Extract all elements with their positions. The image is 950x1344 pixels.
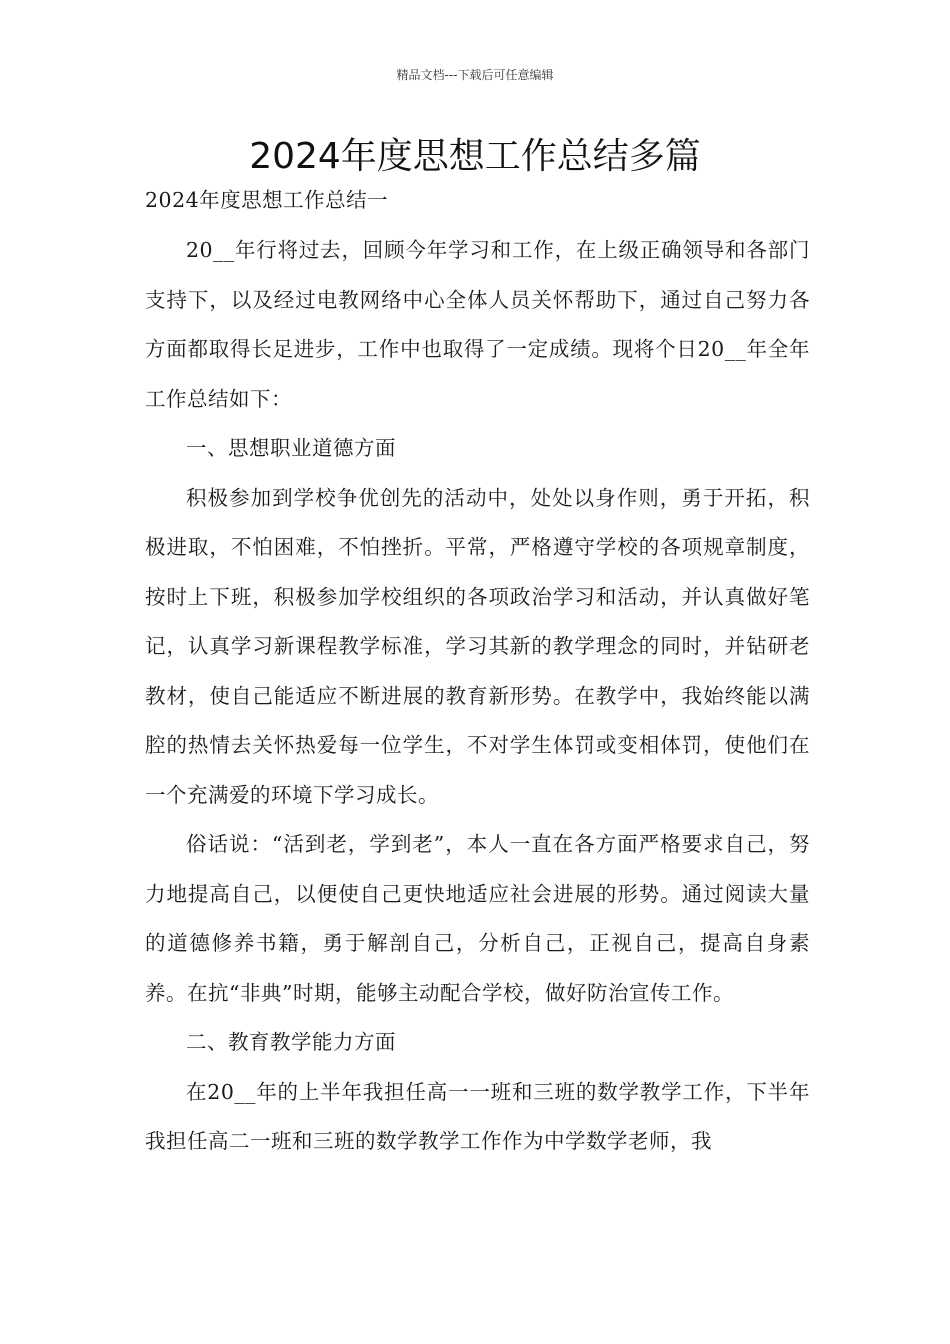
paragraph-teaching: 在20__年的上半年我担任高一一班和三班的数学教学工作，下半年我担任高二一班和三班的数学教学工作作为中学数学老师，我 [145, 1079, 810, 1153]
section-subtitle: 2024年度思想工作总结一 [145, 188, 389, 212]
paragraph-intro: 20__年行将过去，回顾今年学习和工作，在上级正确领导和各部门支持下，以及经过电教网络中心全体人员关怀帮助下，通过自己努力各方面都取得长足进步，工作中也取得了一定成绩。现将个日20__年全年工作总结如下： [145, 238, 810, 411]
document-body [145, 180, 810, 1167]
paragraph-ethics: 积极参加到学校争优创先的活动中，处处以身作则，勇于开拓，积极进取，不怕困难，不怕挫折。平常，严格遵守学校的各项规章制度，按时上下班，积极参加学校组织的各项政治学习和活动，并认真做好笔记，认真学习新课程教学标准，学习其新的教学理念的同时，并钻研老教材，使自己能适应不断进展的教育新形势。在教学中，我始终能以满腔的热情去关怀热爱每一位学生，不对学生体罚或变相体罚，使他们在一个充满爱的环境下学习成长。 [145, 485, 810, 807]
section-heading-1: 一、思想职业道德方面 [186, 436, 396, 460]
section-heading-2: 二、教育教学能力方面 [186, 1030, 396, 1054]
document-title: 2024年度思想工作总结多篇 [249, 136, 701, 177]
paragraph-learning: 俗话说：“活到老，学到老”，本人一直在各方面严格要求自己，努力地提高自己，以便使自己更快地适应社会进展的形势。通过阅读大量的道德修养书籍，勇于解剖自己，分析自己，正视自己，提高自身素养。在抗“非典”时期，能够主动配合学校，做好防治宣传工作。 [145, 832, 810, 1005]
header-note: 精品文档---下载后可任意编辑 [396, 68, 554, 82]
